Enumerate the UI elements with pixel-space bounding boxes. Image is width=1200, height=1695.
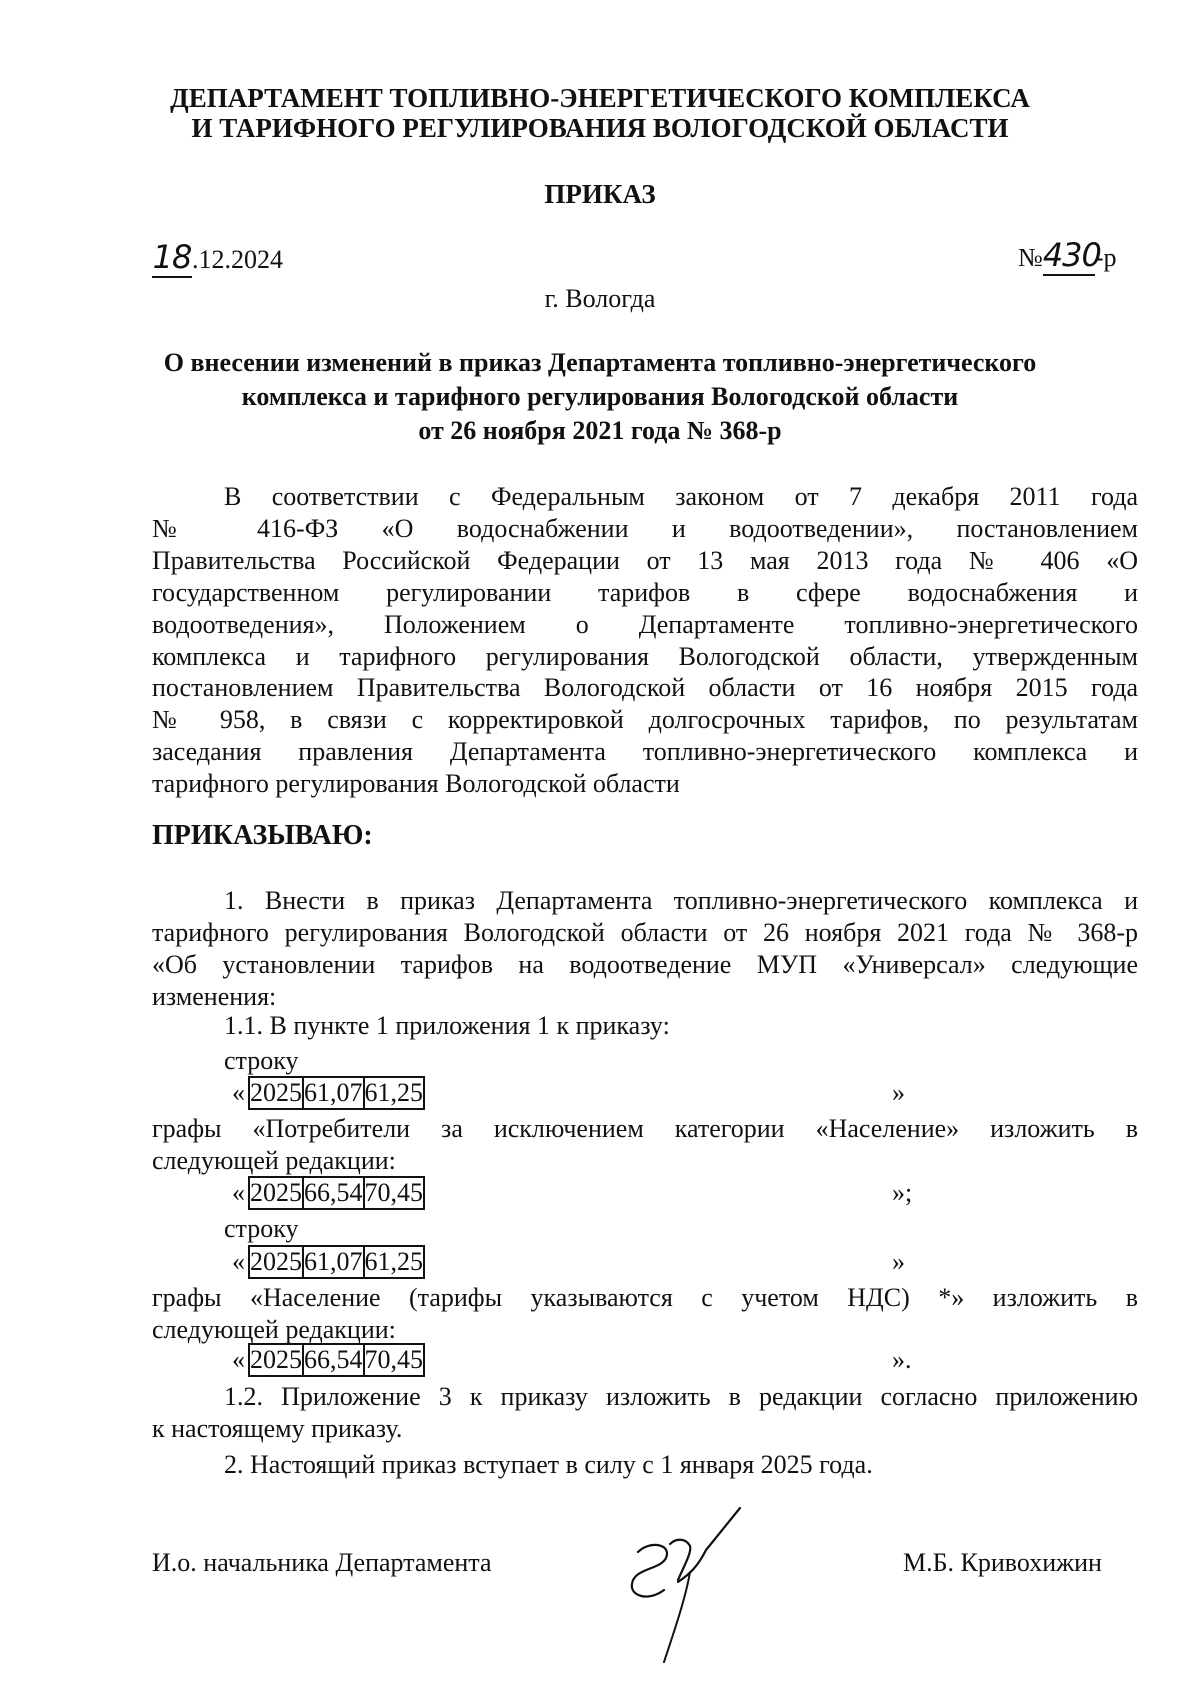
table-cell-year: 2025 xyxy=(250,1178,302,1207)
item-1-paragraph xyxy=(152,885,1138,981)
preamble xyxy=(152,481,1138,800)
preamble-line: № 416-ФЗ «О водоснабжении и водоотведении», постановлением xyxy=(152,513,1138,543)
graph-1 xyxy=(152,1113,1138,1177)
document-type: ПРИКАЗ xyxy=(544,179,656,209)
department-name-line2: И ТАРИФНОГО РЕГУЛИРОВАНИЯ ВОЛОГОДСКОЙ ОБЛАСТИ xyxy=(191,113,1009,143)
item-1 xyxy=(152,885,1138,1013)
table-cell-value-1: 61,07 xyxy=(304,1247,363,1276)
preamble-line: водоотведения», Положением о Департаменте топливно-энергетического xyxy=(152,609,1138,639)
next-edition-label: следующей редакции: xyxy=(152,1314,396,1344)
preamble-line: постановлением Правительства Вологодской области от 16 ноября 2015 года xyxy=(152,673,1138,703)
order-title-line2: комплекса и тарифного регулирования Вологодской области xyxy=(241,382,959,411)
table-cell-value-2: 61,25 xyxy=(364,1078,423,1107)
preamble-line: Правительства Российской Федерации от 13 мая 2013 года № 406 «О xyxy=(152,545,1138,575)
graph-2 xyxy=(152,1282,1138,1346)
table-cell-value-2: 70,45 xyxy=(364,1345,423,1374)
subitem-1-1: 1.1. В пункте 1 приложения 1 к приказу: xyxy=(224,1011,670,1040)
tariff-table-3 xyxy=(248,1245,425,1279)
next-edition-label: следующей редакции: xyxy=(152,1145,396,1175)
stroku-label: строку xyxy=(224,1046,299,1075)
open-quote: « xyxy=(232,1178,245,1207)
table-cell-value-2: 61,25 xyxy=(364,1247,423,1276)
graph-1-line: графы «Потребители за исключением категории «Население» изложить в xyxy=(152,1114,1138,1143)
tariff-table-2 xyxy=(248,1176,425,1210)
tariff-table-1 xyxy=(248,1076,425,1110)
close-quote: » xyxy=(892,1078,905,1107)
close-quote: » xyxy=(892,1247,905,1276)
close-quote: ». xyxy=(892,1345,912,1374)
preamble-line: № 958, в связи с корректировкой долгосрочных тарифов, по результатам xyxy=(152,705,1138,735)
table-cell-year: 2025 xyxy=(250,1078,302,1107)
number-suffix: -р xyxy=(1094,243,1117,272)
table-cell-value-1: 66,54 xyxy=(304,1345,363,1374)
graph-2-line: графы «Население (тарифы указываются с учетом НДС) *» изложить в xyxy=(152,1283,1138,1312)
signatory-name: М.Б. Кривохижин xyxy=(903,1548,1102,1577)
department-name-line1: ДЕПАРТАМЕНТ ТОПЛИВНО-ЭНЕРГЕТИЧЕСКОГО КОМПЛЕКСА xyxy=(170,83,1030,113)
number-sign: № xyxy=(1018,243,1043,272)
item-2: 2. Настоящий приказ вступает в силу с 1 января 2025 года. xyxy=(224,1450,873,1479)
item-1-line: 1. Внести в приказ Департамента топливно-энергетического комплекса и xyxy=(224,886,1138,915)
stroku-label: строку xyxy=(224,1214,299,1243)
order-number xyxy=(1018,236,1116,276)
preamble-last-line: тарифного регулирования Вологодской области xyxy=(152,769,680,799)
open-quote: « xyxy=(232,1078,245,1107)
preamble-line: государственном регулировании тарифов в сфере водоснабжения и xyxy=(152,577,1138,607)
table-cell-year: 2025 xyxy=(250,1345,302,1374)
subitem-1-2-text: 1.2. Приложение 3 к приказу изложить в редакции согласно приложению xyxy=(224,1382,1138,1411)
table-cell-year: 2025 xyxy=(250,1247,302,1276)
table-cell-value-2: 70,45 xyxy=(364,1178,423,1207)
open-quote: « xyxy=(232,1345,245,1374)
item-1-last-line: изменения: xyxy=(152,981,277,1011)
preamble-line: заседания правления Департамента топливно-энергетического комплекса и xyxy=(152,737,1138,767)
order-title-line1: О внесении изменений в приказ Департамента топливно-энергетического xyxy=(163,348,1037,377)
table-cell-value-1: 66,54 xyxy=(304,1178,363,1207)
subitem-1-2-line2: к настоящему приказу. xyxy=(152,1413,403,1443)
order-word: ПРИКАЗЫВАЮ: xyxy=(152,820,373,851)
item-1-line: «Об установлении тарифов на водоотведение МУП «Универсал» следующие xyxy=(152,949,1138,979)
preamble-paragraph xyxy=(152,481,1138,768)
item-1-line: тарифного регулирования Вологодской области от 26 ноября 2021 года № 368-р xyxy=(152,917,1138,947)
city: г. Вологда xyxy=(544,284,656,313)
subitem-1-2-line xyxy=(152,1381,1138,1413)
close-quote: »; xyxy=(892,1178,913,1207)
date-day-handwritten: 18 xyxy=(152,238,192,276)
order-title-line3: от 26 ноября 2021 года № 368-р xyxy=(418,416,782,445)
order-date xyxy=(152,238,283,278)
handwritten-signature xyxy=(620,1500,790,1670)
date-month-year: .12.2024 xyxy=(192,245,283,274)
open-quote: « xyxy=(232,1247,245,1276)
table-cell-value-1: 61,07 xyxy=(304,1078,363,1107)
preamble-line: В соответствии с Федеральным законом от 7 декабря 2011 года xyxy=(224,482,1138,511)
subitem-1-2 xyxy=(152,1381,1138,1445)
preamble-line: комплекса и тарифного регулирования Вологодской области, утвержденным xyxy=(152,641,1138,671)
order-number-handwritten: 430 xyxy=(1042,236,1101,274)
tariff-table-4 xyxy=(248,1343,425,1377)
signatory-position: И.о. начальника Департамента xyxy=(152,1548,492,1577)
